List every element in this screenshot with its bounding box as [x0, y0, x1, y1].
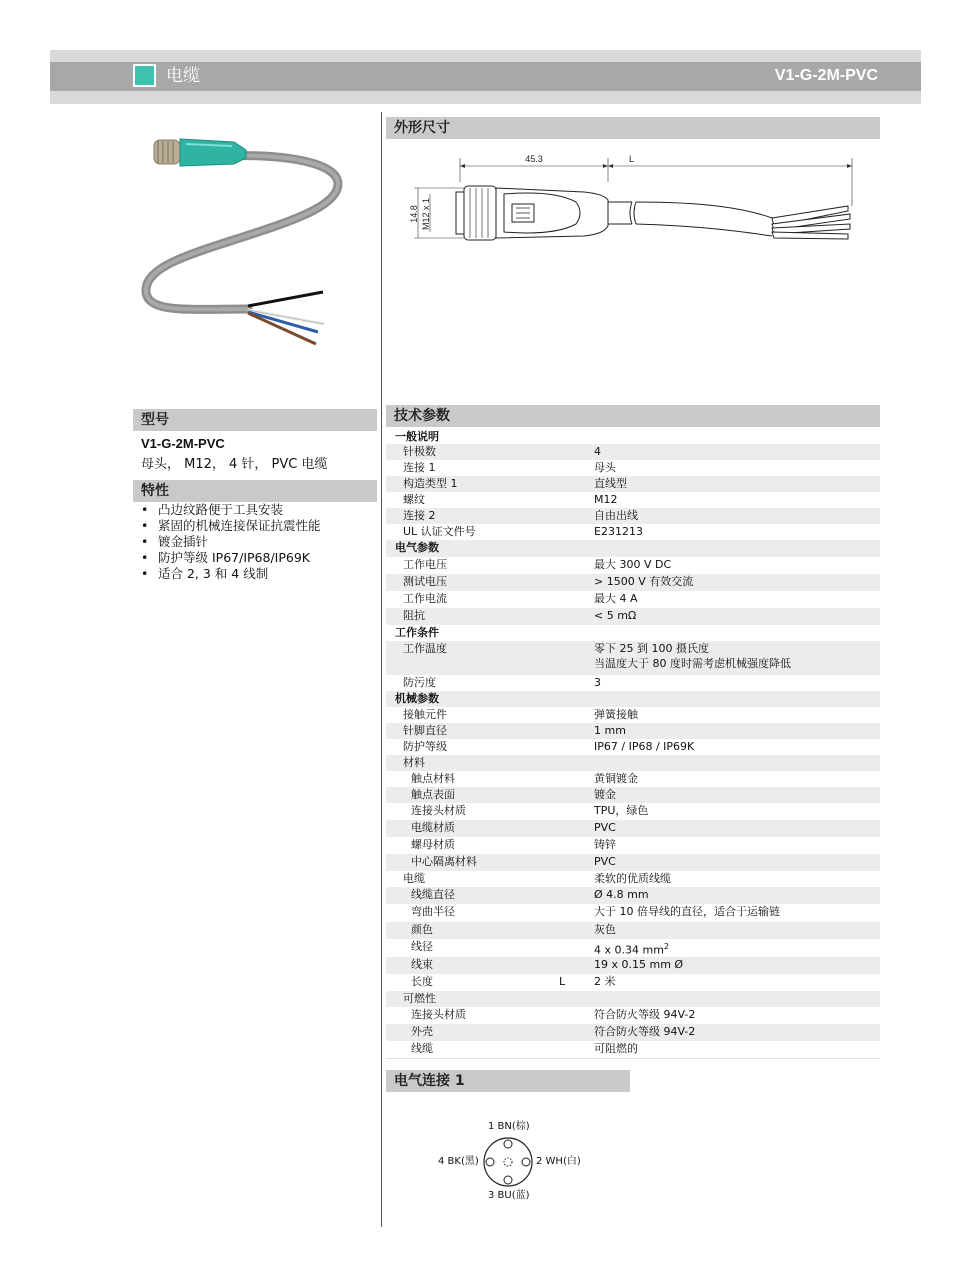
spec-value	[594, 958, 683, 972]
dim-length-label: 45.3	[525, 154, 543, 164]
spec-value	[594, 1025, 695, 1039]
spec-label: 工作电压	[403, 558, 447, 571]
spec-value	[594, 493, 618, 507]
spec-label: 线缆直径	[411, 888, 455, 901]
dimensions-section-title: 外形尺寸	[386, 117, 880, 139]
features-section-title: 特性	[133, 480, 377, 502]
spec-value	[594, 838, 616, 852]
spec-value	[594, 975, 616, 989]
spec-value-text: M12	[594, 493, 618, 506]
spec-row	[386, 707, 880, 723]
spec-value	[594, 592, 638, 606]
spec-label: 针脚直径	[403, 724, 447, 737]
spec-value-text: IP67 / IP68 / IP69K	[594, 740, 695, 753]
spec-label: 线束	[411, 958, 433, 971]
spec-row	[386, 755, 880, 771]
spec-value	[594, 609, 636, 623]
dim-thread-label: M12 x 1	[421, 197, 431, 231]
spec-row	[386, 574, 880, 591]
spec-label: 螺母材质	[411, 838, 455, 851]
spec-value	[594, 575, 693, 589]
bullet-icon: •	[141, 518, 149, 533]
spec-value	[594, 461, 616, 475]
spec-label: 构造类型 1	[403, 477, 458, 490]
spec-row	[386, 444, 880, 460]
spec-value-text: 柔软的优质线缆	[594, 872, 671, 885]
spec-value	[594, 509, 638, 523]
spec-value	[594, 525, 643, 539]
column-divider	[381, 112, 382, 1227]
spec-label: 触点表面	[411, 788, 455, 801]
spec-value	[594, 445, 601, 459]
bullet-icon: •	[141, 502, 149, 517]
spec-row	[386, 837, 880, 854]
spec-row	[386, 591, 880, 608]
spec-row	[386, 675, 880, 691]
spec-value-text: 最大 300 V DC	[594, 558, 672, 571]
spec-row	[386, 524, 880, 540]
spec-label: 线径	[411, 940, 433, 953]
pin-1-label: 1 BN(棕)	[488, 1121, 530, 1132]
feature-item: • 镀金插针	[141, 534, 209, 549]
spec-row	[386, 887, 880, 904]
category-marker-icon	[133, 64, 156, 87]
model-section-title: 型号	[133, 409, 377, 431]
spec-label: 弯曲半径	[411, 905, 455, 918]
spec-value-text: 符合防火等级 94V-2	[594, 1025, 696, 1038]
pin-4-label: 4 BK(黑)	[438, 1156, 479, 1167]
spec-value-text: 19 x 0.15 mm Ø	[594, 958, 684, 971]
spec-label: 工作温度	[403, 642, 447, 655]
spec-label: 电缆材质	[411, 821, 455, 834]
spec-label: 颜色	[411, 923, 433, 936]
spec-group-row	[386, 625, 880, 641]
spec-value	[594, 724, 626, 738]
dimension-drawing	[404, 148, 862, 252]
connection-section-title: 电气连接 1	[386, 1070, 630, 1092]
spec-value-text: 镀金	[594, 788, 616, 801]
spec-group-label: 工作条件	[395, 626, 439, 639]
spec-row	[386, 787, 880, 803]
spec-label: 防污度	[403, 676, 436, 689]
spec-value	[594, 888, 649, 902]
spec-value-text: < 5 mΩ	[594, 609, 637, 622]
spec-group-label: 机械参数	[395, 692, 439, 705]
spec-value	[594, 940, 669, 958]
model-name: V1-G-2M-PVC	[141, 436, 225, 451]
spec-value-text: 可阻燃的	[594, 1042, 638, 1055]
spec-value	[594, 676, 601, 690]
spec-value	[594, 905, 780, 919]
spec-value-text: 4 x 0.34 mm	[594, 943, 664, 957]
spec-value	[594, 558, 671, 572]
spec-value-text: Ø 4.8 mm	[594, 888, 649, 901]
spec-value	[594, 740, 694, 754]
bullet-icon: •	[141, 550, 149, 565]
spec-label: 连接 1	[403, 461, 436, 474]
spec-row	[386, 854, 880, 871]
spec-group-label: 电气参数	[395, 541, 439, 554]
pin-2-label: 2 WH(白)	[536, 1156, 581, 1167]
spec-row	[386, 974, 880, 991]
spec-row	[386, 957, 880, 974]
spec-row	[386, 1024, 880, 1041]
spec-row	[386, 1007, 880, 1024]
spec-label: 连接头材质	[411, 804, 466, 817]
spec-value-line2: 当温度大于 80 度时需考虑机械强度降低	[594, 657, 791, 670]
spec-value-text: 自由出线	[594, 509, 638, 522]
spec-value-text: 零下 25 到 100 摄氏度	[594, 642, 709, 655]
spec-row	[386, 922, 880, 939]
spec-row	[386, 557, 880, 574]
spec-row	[386, 1041, 880, 1059]
spec-row	[386, 723, 880, 739]
spec-value	[594, 1042, 638, 1056]
spec-label: 阻抗	[403, 609, 425, 622]
spec-table	[386, 429, 880, 1059]
spec-value-text: > 1500 V 有效交流	[594, 575, 694, 588]
spec-value-text: 3	[594, 676, 601, 689]
spec-value-text: 符合防火等级 94V-2	[594, 1008, 696, 1021]
dim-height-label: 14.8	[409, 205, 419, 223]
features-list	[141, 502, 321, 582]
spec-label: 材料	[403, 756, 425, 769]
spec-row	[386, 871, 880, 887]
spec-value	[594, 772, 638, 786]
spec-label: UL 认证文件号	[403, 525, 476, 538]
spec-row	[386, 991, 880, 1007]
spec-label: 针极数	[403, 445, 436, 458]
spec-group-row	[386, 540, 880, 557]
spec-label: 防护等级	[403, 740, 447, 753]
spec-value-text: 直线型	[594, 477, 627, 490]
spec-value-text: PVC	[594, 855, 616, 868]
spec-row	[386, 939, 880, 957]
spec-row	[386, 820, 880, 837]
spec-value-text: 黄铜镀金	[594, 772, 638, 785]
spec-value	[594, 804, 648, 818]
bullet-icon: •	[141, 534, 149, 549]
cable-connector-photo	[138, 124, 350, 356]
dim-cable-label: L	[629, 154, 635, 164]
spec-label: 长度	[411, 975, 433, 988]
spec-value	[594, 788, 616, 802]
spec-label: 中心隔离材料	[411, 855, 477, 868]
spec-row	[386, 904, 880, 922]
spec-value	[594, 872, 671, 886]
feature-item: • 防护等级 IP67/IP68/IP69K	[141, 550, 310, 565]
spec-row	[386, 608, 880, 625]
spec-value	[594, 855, 616, 869]
spec-value-text: E231213	[594, 525, 643, 538]
spec-row	[386, 771, 880, 787]
spec-label: 接触元件	[403, 708, 447, 721]
spec-value-text: 铸锌	[594, 838, 616, 851]
model-description: 母头， M12， 4 针， PVC 电缆	[141, 457, 328, 472]
spec-row	[386, 641, 880, 675]
category-title: 电缆	[166, 66, 200, 86]
spec-row	[386, 803, 880, 820]
spec-value	[594, 821, 616, 835]
spec-label: 线缆	[411, 1042, 433, 1055]
spec-value-text: PVC	[594, 821, 616, 834]
spec-label: 连接头材质	[411, 1008, 466, 1021]
spec-group-row	[386, 429, 880, 444]
spec-value	[594, 1008, 695, 1022]
pin-3-label: 3 BU(蓝)	[488, 1190, 530, 1201]
spec-group-label: 一般说明	[395, 430, 439, 443]
spec-group-row	[386, 691, 880, 707]
feature-item: • 紧固的机械连接保证抗震性能	[141, 518, 321, 533]
spec-row	[386, 460, 880, 476]
spec-value	[594, 923, 616, 937]
feature-item: • 适合 2, 3 和 4 线制	[141, 566, 269, 581]
spec-row	[386, 508, 880, 524]
spec-value	[594, 708, 638, 722]
spec-label: 电缆	[403, 872, 425, 885]
feature-item: • 凸边纹路便于工具安装	[141, 502, 284, 517]
spec-value	[594, 642, 709, 656]
spec-row	[386, 739, 880, 755]
spec-value-text: 1 mm	[594, 724, 626, 737]
spec-value	[594, 477, 627, 491]
spec-row	[386, 476, 880, 492]
spec-row	[386, 492, 880, 508]
spec-label: 外壳	[411, 1025, 433, 1038]
tech-section-title: 技术参数	[386, 405, 880, 427]
spec-value-text: 4	[594, 445, 601, 458]
spec-value-text: 最大 4 A	[594, 592, 638, 605]
pinout-diagram	[430, 1118, 600, 1208]
spec-label: 连接 2	[403, 509, 436, 522]
spec-value-text: TPU，绿色	[594, 804, 649, 817]
bullet-icon: •	[141, 566, 149, 581]
spec-value-text: 灰色	[594, 923, 616, 936]
spec-label: 触点材料	[411, 772, 455, 785]
header-model-number: V1-G-2M-PVC	[774, 67, 878, 84]
spec-value-text: 弹簧接触	[594, 708, 638, 721]
spec-label: 测试电压	[403, 575, 447, 588]
spec-label: 螺纹	[403, 493, 425, 506]
spec-value-superscript: 2	[663, 942, 670, 951]
spec-symbol: L	[559, 975, 566, 988]
spec-value-text: 母头	[594, 461, 616, 474]
spec-label: 工作电流	[403, 592, 447, 605]
spec-label: 可燃性	[403, 992, 436, 1005]
spec-value-text: 2 米	[594, 975, 616, 988]
spec-value-text: 大于 10 倍导线的直径，适合于运输链	[594, 905, 780, 918]
